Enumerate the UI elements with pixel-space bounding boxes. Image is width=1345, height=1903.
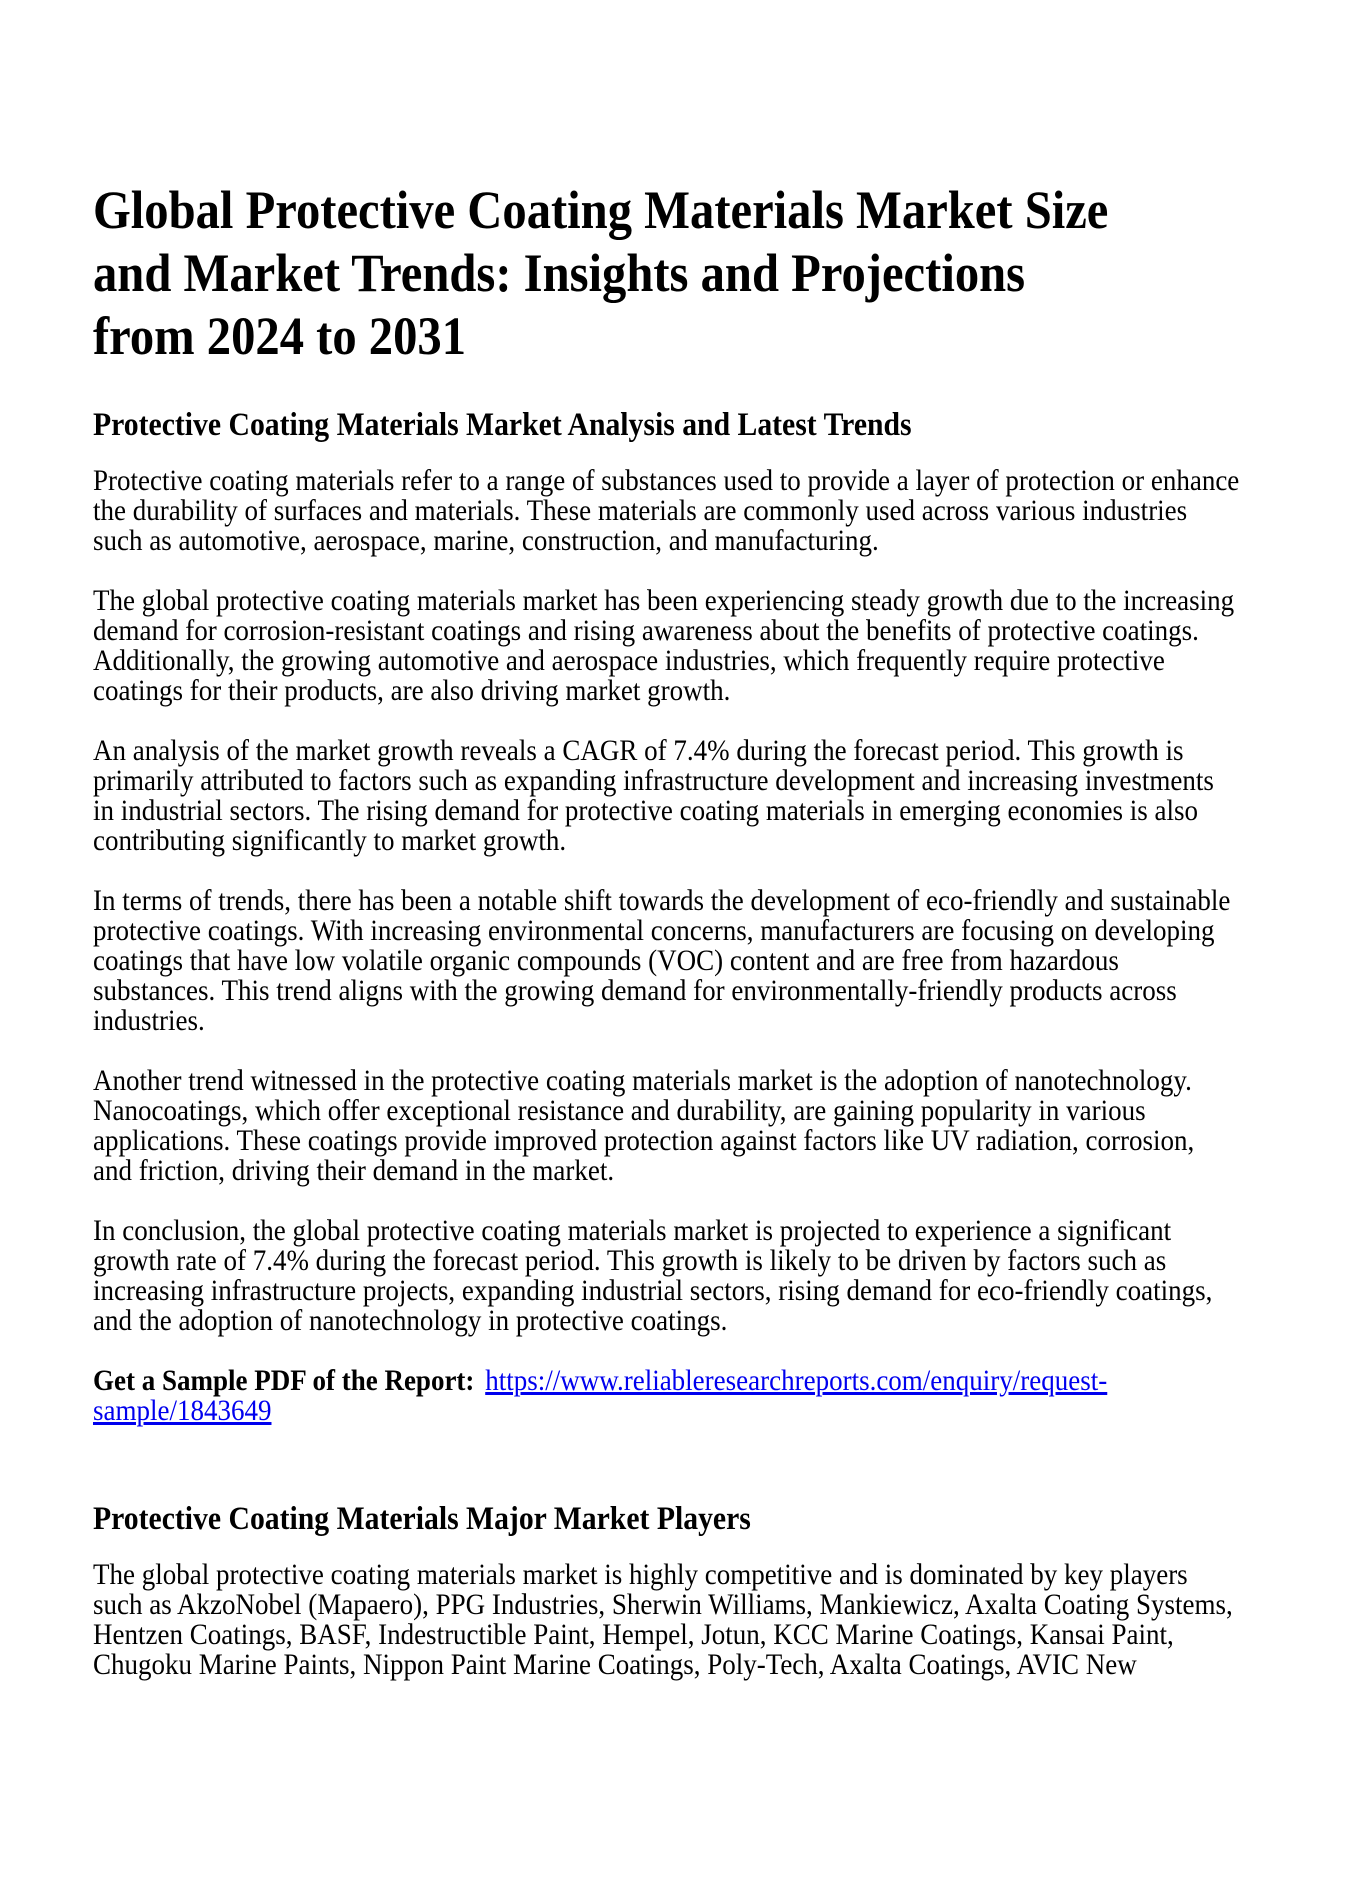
text-line: Chugoku Marine Paints, Nippon Paint Marine Coatings, Poly-Tech, Axalta Coatings, AVIC New bbox=[93, 1648, 1137, 1681]
text-line: contributing significantly to market growth. bbox=[93, 824, 567, 857]
text-line: applications. These coatings provide improved protection against factors like UV radiation, corrosion, bbox=[93, 1124, 1195, 1157]
section-heading-major-market-players: Protective Coating Materials Major Market Players bbox=[93, 1501, 751, 1537]
text-line: the durability of surfaces and materials. These materials are commonly used across various industries bbox=[93, 494, 1188, 527]
paragraph-market-players bbox=[93, 1560, 1345, 1680]
page-title bbox=[93, 179, 1345, 368]
text-line: Protective coating materials refer to a range of substances used to provide a layer of protection or enhance bbox=[93, 464, 1240, 497]
text-line: substances. This trend aligns with the growing demand for environmentally-friendly products across bbox=[93, 974, 1177, 1007]
paragraph-market-growth-drivers bbox=[93, 586, 1345, 706]
text-line: increasing infrastructure projects, expanding industrial sectors, rising demand for eco-friendly coatings, bbox=[93, 1274, 1213, 1307]
paragraph-intro-definition bbox=[93, 466, 1345, 556]
text-line: coatings that have low volatile organic compounds (VOC) content and are free from hazardous bbox=[93, 944, 1119, 977]
section-heading-market-analysis: Protective Coating Materials Market Analysis and Latest Trends bbox=[93, 407, 912, 443]
text-line: from 2024 to 2031 bbox=[93, 306, 467, 366]
text-line: In terms of trends, there has been a notable shift towards the development of eco-friendly and sustainable bbox=[93, 884, 1231, 917]
text-line: in industrial sectors. The rising demand for protective coating materials in emerging economies is also bbox=[93, 794, 1198, 827]
sample-report-link-line-2: sample/1843649 bbox=[93, 1394, 272, 1427]
text-line: In conclusion, the global protective coating materials market is projected to experience a significant bbox=[93, 1214, 1172, 1247]
text-line: An analysis of the market growth reveals a CAGR of 7.4% during the forecast period. This growth is bbox=[93, 734, 1184, 767]
paragraph-cagr-analysis bbox=[93, 736, 1345, 856]
text-line: protective coatings. With increasing environmental concerns, manufacturers are focusing on developing bbox=[93, 914, 1215, 947]
text-line: The global protective coating materials market is highly competitive and is dominated by key players bbox=[93, 1558, 1188, 1591]
text-line: and Market Trends: Insights and Projections bbox=[93, 243, 1026, 303]
text-line: Another trend witnessed in the protective coating materials market is the adoption of nanotechnology. bbox=[93, 1064, 1192, 1097]
text-line: coatings for their products, are also driving market growth. bbox=[93, 674, 731, 707]
paragraph-eco-friendly-trends bbox=[93, 886, 1345, 1036]
text-line: Global Protective Coating Materials Market Size bbox=[93, 180, 1109, 240]
sample-report-line bbox=[93, 1364, 1107, 1427]
sample-report-label: Get a Sample PDF of the Report: bbox=[93, 1364, 475, 1397]
text-line: Hentzen Coatings, BASF, Indestructible Paint, Hempel, Jotun, KCC Marine Coatings, Kansai Paint, bbox=[93, 1618, 1174, 1651]
sample-report-row bbox=[93, 1366, 1345, 1426]
text-line: demand for corrosion-resistant coatings and rising awareness about the benefits of protective coatings. bbox=[93, 614, 1199, 647]
text-line: primarily attributed to factors such as expanding infrastructure development and increasing investments bbox=[93, 764, 1214, 797]
text-line: Additionally, the growing automotive and aerospace industries, which frequently require protective bbox=[93, 644, 1165, 677]
text-line: and friction, driving their demand in the market. bbox=[93, 1154, 615, 1187]
text-line: The global protective coating materials market has been experiencing steady growth due to the increasing bbox=[93, 584, 1235, 617]
sample-report-link-line-1: https://www.reliableresearchreports.com/enquiry/request- bbox=[485, 1364, 1108, 1397]
paragraph-nanotechnology-trend bbox=[93, 1066, 1345, 1186]
text-line: growth rate of 7.4% during the forecast period. This growth is likely to be driven by factors such as bbox=[93, 1244, 1167, 1277]
text-line: industries. bbox=[93, 1004, 205, 1037]
document-content-column bbox=[93, 0, 1345, 1680]
text-line: and the adoption of nanotechnology in protective coatings. bbox=[93, 1304, 728, 1337]
text-line: Nanocoatings, which offer exceptional resistance and durability, are gaining popularity in various bbox=[93, 1094, 1146, 1127]
text-line: such as AkzoNobel (Mapaero), PPG Industries, Sherwin Williams, Mankiewicz, Axalta Coating Systems, bbox=[93, 1588, 1233, 1621]
text-line: such as automotive, aerospace, marine, construction, and manufacturing. bbox=[93, 524, 879, 557]
paragraph-conclusion bbox=[93, 1216, 1345, 1336]
